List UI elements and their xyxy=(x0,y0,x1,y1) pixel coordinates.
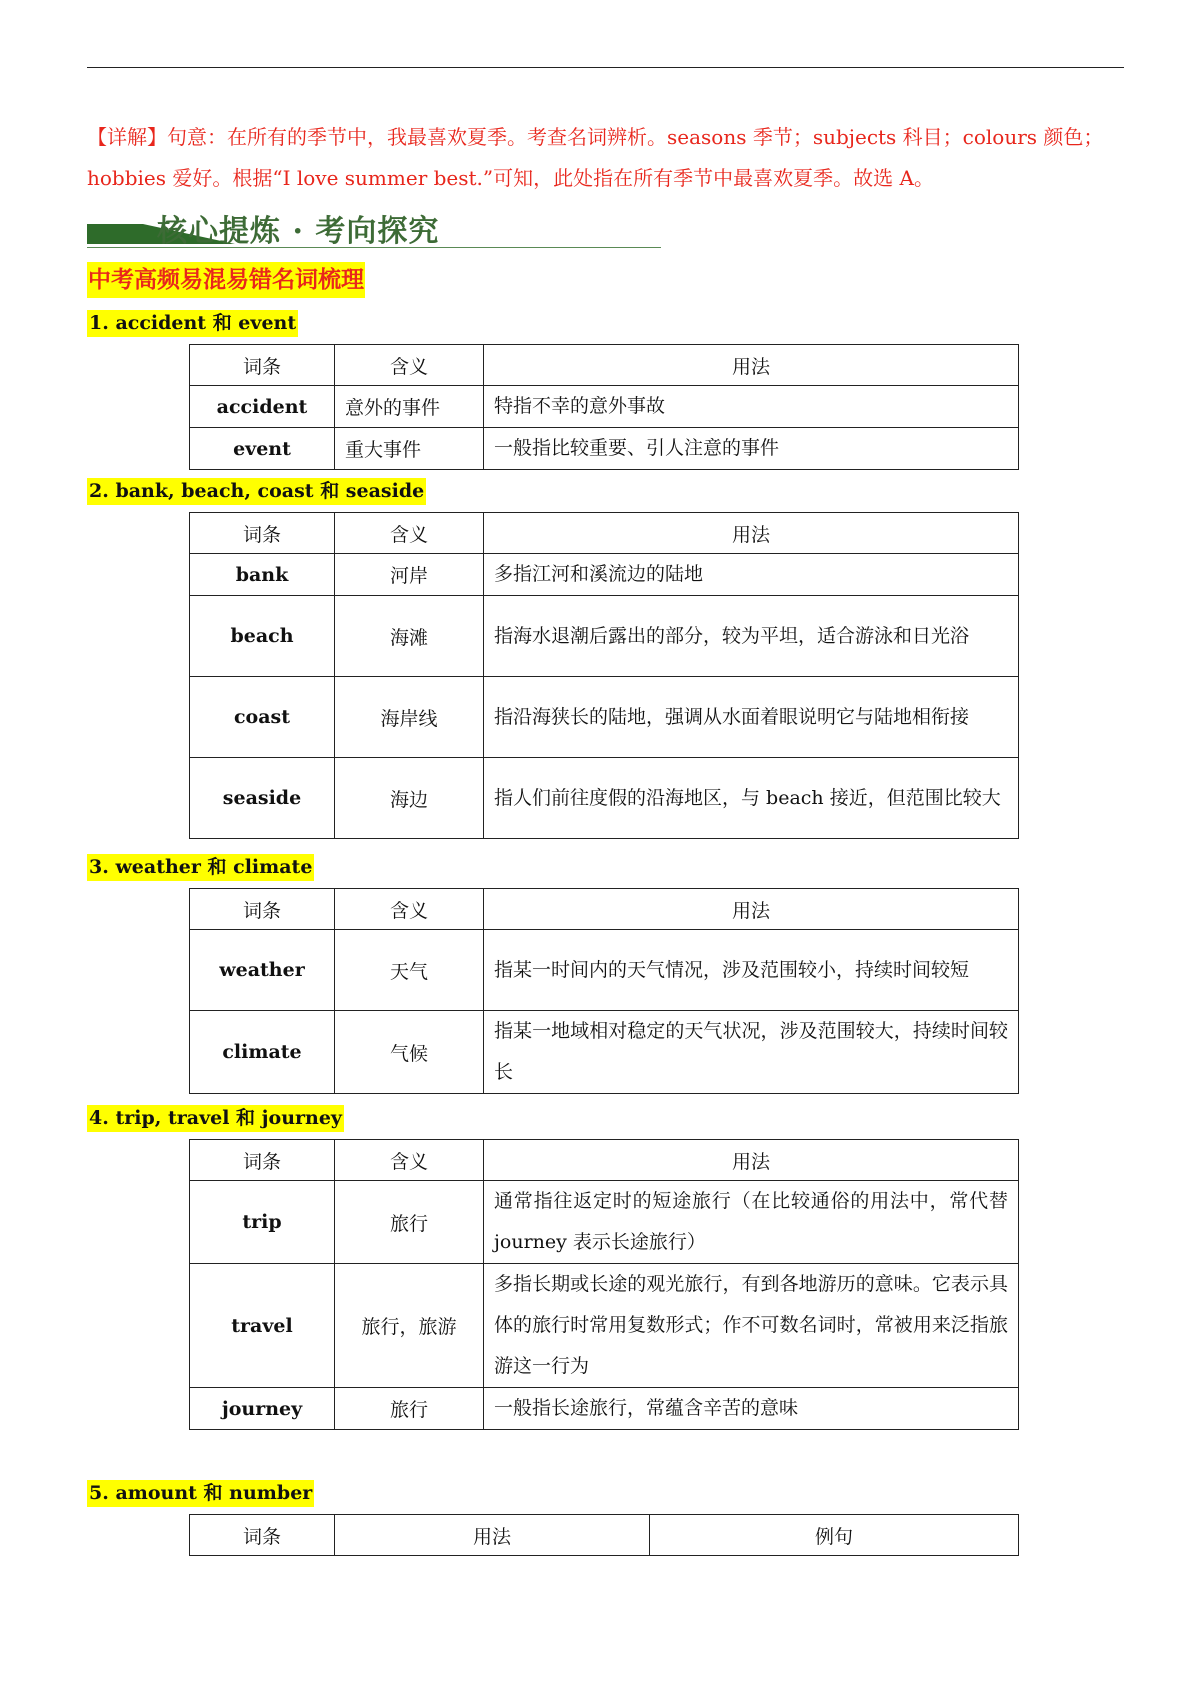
row-meaning: 意外的事件 xyxy=(335,386,484,428)
header-usage: 用法 xyxy=(484,1140,1019,1181)
table-row xyxy=(190,1181,1019,1264)
table-section-1 xyxy=(189,344,1019,470)
row-usage: 指海水退潮后露出的部分，较为平坦，适合游泳和日光浴 xyxy=(484,596,1019,677)
section-4-title: 4. trip, travel 和 journey xyxy=(87,1105,344,1132)
header-usage: 用法 xyxy=(335,1515,650,1556)
row-usage: 一般指长途旅行，常蕴含辛苦的意味 xyxy=(484,1388,1019,1430)
row-word: bank xyxy=(190,554,335,596)
header-word: 词条 xyxy=(190,1140,335,1181)
row-usage: 指沿海狭长的陆地，强调从水面着眼说明它与陆地相衔接 xyxy=(484,677,1019,758)
table-header-row xyxy=(190,345,1019,386)
table-section-2 xyxy=(189,512,1019,839)
table-row xyxy=(190,554,1019,596)
table-row xyxy=(190,677,1019,758)
row-usage: 指某一地域相对稳定的天气状况，涉及范围较大，持续时间较长 xyxy=(484,1011,1019,1094)
row-usage: 多指长期或长途的观光旅行，有到各地游历的意味。它表示具体的旅行时常用复数形式；作不可数名词时，常被用来泛指旅游这一行为 xyxy=(484,1264,1019,1388)
row-meaning: 旅行，旅游 xyxy=(335,1264,484,1388)
highlight-title: 中考高频易混易错名词梳理 xyxy=(87,262,365,298)
table-row xyxy=(190,1264,1019,1388)
row-meaning: 旅行 xyxy=(335,1181,484,1264)
section-banner xyxy=(87,203,661,251)
row-word: beach xyxy=(190,596,335,677)
row-usage: 一般指比较重要、引人注意的事件 xyxy=(484,428,1019,470)
table-row xyxy=(190,758,1019,839)
row-word: weather xyxy=(190,930,335,1011)
row-word: travel xyxy=(190,1264,335,1388)
header-usage: 用法 xyxy=(484,345,1019,386)
table-section-3 xyxy=(189,888,1019,1094)
table-header-row xyxy=(190,1140,1019,1181)
row-word: journey xyxy=(190,1388,335,1430)
row-meaning: 海边 xyxy=(335,758,484,839)
top-rule xyxy=(87,67,1124,68)
header-word: 词条 xyxy=(190,513,335,554)
header-meaning: 含义 xyxy=(335,1140,484,1181)
table-section-4 xyxy=(189,1139,1019,1430)
table-row xyxy=(190,930,1019,1011)
row-word: seaside xyxy=(190,758,335,839)
header-meaning: 含义 xyxy=(335,513,484,554)
banner-title: 核心提炼 · 考向探究 xyxy=(157,214,440,249)
header-meaning: 含义 xyxy=(335,345,484,386)
row-meaning: 天气 xyxy=(335,930,484,1011)
table-header-row xyxy=(190,513,1019,554)
table-row xyxy=(190,386,1019,428)
table-header-row xyxy=(190,889,1019,930)
row-meaning: 旅行 xyxy=(335,1388,484,1430)
row-word: accident xyxy=(190,386,335,428)
row-usage: 指某一时间内的天气情况，涉及范围较小，持续时间较短 xyxy=(484,930,1019,1011)
header-meaning: 含义 xyxy=(335,889,484,930)
table-row xyxy=(190,1011,1019,1094)
header-word: 词条 xyxy=(190,345,335,386)
header-example: 例句 xyxy=(650,1515,1019,1556)
row-meaning: 重大事件 xyxy=(335,428,484,470)
row-meaning: 海滩 xyxy=(335,596,484,677)
explanation-paragraph: 【详解】句意：在所有的季节中，我最喜欢夏季。考查名词辨析。seasons 季节；subjects 科目；colours 颜色；hobbies 爱好。根据“I love summer best.”可知，此处指在所有季节中最喜欢夏季。故选 A。 xyxy=(87,125,1104,190)
section-5-title: 5. amount 和 number xyxy=(87,1480,314,1507)
table-row xyxy=(190,1388,1019,1430)
banner-underline xyxy=(87,247,661,248)
section-3-title: 3. weather 和 climate xyxy=(87,854,314,881)
header-word: 词条 xyxy=(190,889,335,930)
section-1-title: 1. accident 和 event xyxy=(87,310,298,337)
banner-bar-icon xyxy=(87,224,143,244)
row-meaning: 海岸线 xyxy=(335,677,484,758)
row-meaning: 气候 xyxy=(335,1011,484,1094)
table-row xyxy=(190,596,1019,677)
row-usage: 指人们前往度假的沿海地区，与 beach 接近，但范围比较大 xyxy=(484,758,1019,839)
row-word: coast xyxy=(190,677,335,758)
row-meaning: 河岸 xyxy=(335,554,484,596)
row-word: climate xyxy=(190,1011,335,1094)
header-word: 词条 xyxy=(190,1515,335,1556)
row-usage: 通常指往返定时的短途旅行（在比较通俗的用法中，常代替 journey 表示长途旅行） xyxy=(484,1181,1019,1264)
table-section-5 xyxy=(189,1514,1019,1556)
row-usage: 多指江河和溪流边的陆地 xyxy=(484,554,1019,596)
header-usage: 用法 xyxy=(484,513,1019,554)
section-2-title: 2. bank, beach, coast 和 seaside xyxy=(87,478,426,505)
table-header-row xyxy=(190,1515,1019,1556)
row-word: trip xyxy=(190,1181,335,1264)
header-usage: 用法 xyxy=(484,889,1019,930)
row-word: event xyxy=(190,428,335,470)
row-usage: 特指不幸的意外事故 xyxy=(484,386,1019,428)
table-row xyxy=(190,428,1019,470)
